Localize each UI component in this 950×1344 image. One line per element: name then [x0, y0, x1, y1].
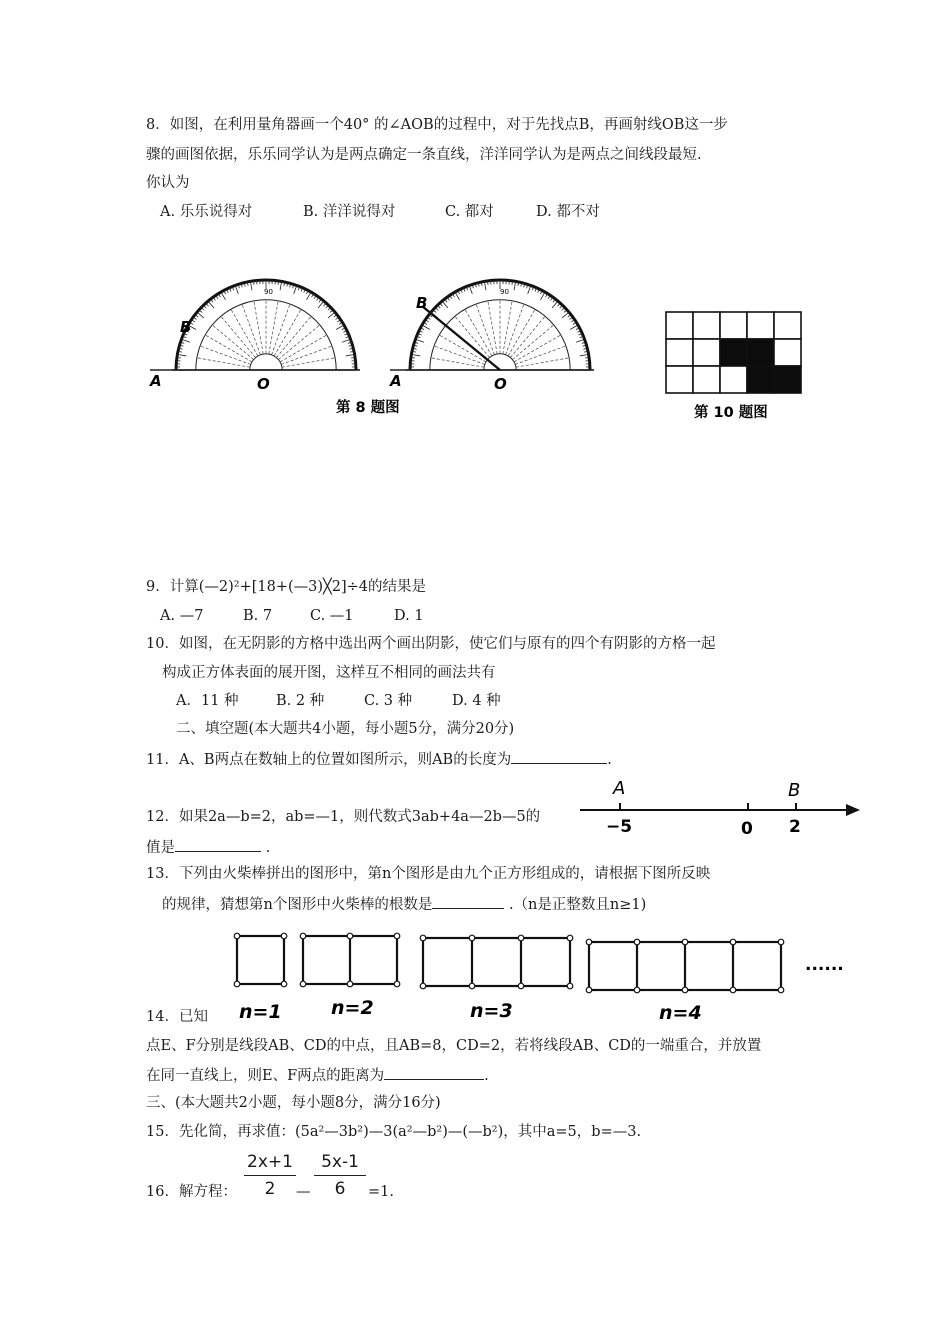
- q12-end: .: [265, 840, 271, 856]
- q9-stem: 9．计算(—2)²+[18+(—3)╳2]÷4的结果是: [146, 579, 427, 595]
- q11-line: [146, 748, 612, 770]
- q8-option-d: D. 都不对: [536, 204, 600, 220]
- protractor-tick: [181, 339, 189, 342]
- q13-line2a: 的规律，猜想第n个图形中火柴棒的根数是: [162, 897, 433, 913]
- q12-line1: 12．如果2a—b=2，ab=—1，则代数式3ab+4a—2b—5的: [146, 809, 541, 825]
- grid-cell: [774, 366, 801, 393]
- q10-line2: 构成正方体表面的展开图，这样互不相同的画法共有: [162, 665, 496, 681]
- q8-option-b: B. 洋洋说得对: [303, 204, 396, 220]
- q16-fraction-1: [244, 1152, 296, 1199]
- q11-answer-blank[interactable]: [511, 748, 607, 764]
- protractor-radial: [200, 346, 251, 364]
- q12-line2-row: [146, 836, 270, 858]
- matchstick-joint: [300, 933, 306, 939]
- protractor-radial: [269, 301, 278, 354]
- protractor-tick: [253, 281, 254, 285]
- matchstick-shapes: [234, 933, 784, 993]
- fig8-label-o-left: O: [257, 375, 270, 393]
- q10-option-b: B. 2 种: [276, 693, 325, 709]
- protractor-tick: [585, 357, 589, 358]
- q9-option-a: A. —7: [160, 608, 204, 624]
- matchstick-joint: [730, 939, 736, 945]
- protractor-inner-arc: [196, 300, 336, 370]
- matchstick-outline: [237, 936, 284, 984]
- grid-cell: [720, 339, 747, 366]
- matchstick-outline: [423, 938, 570, 986]
- matchstick-joint: [778, 939, 784, 945]
- matchstick-joint: [420, 935, 426, 941]
- figure-8-protractors: [140, 262, 620, 427]
- q11-stem: 11．A、B两点在数轴上的位置如图所示，则AB的长度为: [146, 752, 512, 768]
- match-label-n1: n=1: [239, 1001, 282, 1023]
- q13-answer-blank[interactable]: [432, 893, 504, 909]
- protractor-radial: [506, 304, 524, 355]
- protractor-tick: [411, 357, 415, 358]
- q8-line1: 8．如图，在利用量角器画一个40° 的∠AOB的过程中，对于先找点B，再画射线OB这一步: [146, 117, 728, 133]
- protractor-radial: [515, 346, 566, 364]
- fig8-label-b-right: B: [416, 294, 428, 312]
- grid-cell: [693, 312, 720, 339]
- q16-fraction-bar-2: [314, 1175, 366, 1176]
- q8-line2: 骤的画图依据，乐乐同学认为是两点确定一条直线，洋洋同学认为是两点之间线段最短.: [146, 147, 702, 163]
- numberline-tick-label-a: −5: [606, 817, 633, 837]
- protractor-radial: [516, 358, 569, 367]
- protractor-radial: [197, 358, 250, 367]
- grid-cell: [720, 312, 747, 339]
- q9-option-d: D. 1: [394, 608, 424, 624]
- protractor-tick: [528, 285, 531, 293]
- grid-cell: [774, 312, 801, 339]
- q14-line3-row: [146, 1064, 489, 1086]
- protractor-tick: [469, 285, 472, 293]
- protractor-radial: [282, 358, 335, 367]
- grid-cell: [666, 366, 693, 393]
- protractor-tick: [576, 339, 584, 342]
- match-label-n2: n=2: [331, 997, 374, 1019]
- protractor-tick: [294, 285, 297, 293]
- grid-cell: [693, 366, 720, 393]
- matchstick-joint: [567, 983, 573, 989]
- section-2-heading: 二、填空题(本大题共4小题，每小题5分，满分20分): [176, 721, 515, 737]
- grid-cell: [747, 312, 774, 339]
- q14-end: .: [484, 1068, 489, 1084]
- matchstick-figures: [225, 926, 855, 1026]
- q16-prefix: 16．解方程：: [146, 1184, 237, 1200]
- grid-cell: [747, 339, 774, 366]
- protractor-radial: [476, 304, 494, 355]
- q10-option-a: A．11 种: [176, 693, 239, 709]
- protractor-radial: [503, 301, 512, 354]
- protractor-radial: [488, 301, 497, 354]
- matchstick-joint: [300, 981, 306, 987]
- protractor-radial: [431, 358, 484, 367]
- q16-fraction-2: [314, 1152, 366, 1199]
- grid-cell: [666, 339, 693, 366]
- numberline-tick-label-b: 2: [789, 817, 801, 837]
- fig8-label-o-right: O: [494, 375, 507, 393]
- matchstick-joint: [347, 933, 353, 939]
- matchstick-joint: [586, 987, 592, 993]
- fig8-caption: 第 8 题图: [336, 400, 400, 416]
- protractor-tick: [351, 357, 355, 358]
- q13-line2-row: [162, 893, 646, 915]
- q9-option-c: C. —1: [310, 608, 354, 624]
- protractor-tick: [342, 339, 350, 342]
- matchstick-joint: [234, 981, 240, 987]
- q14-line3: 在同一直线上，则E、F两点的距离为: [146, 1068, 385, 1084]
- q15: 15．先化简，再求值：(5a²—3b²)—3(a²—b²)—(—b²)，其中a=5，b=—3.: [146, 1124, 642, 1140]
- protractor-tick: [415, 339, 423, 342]
- matchstick-joint: [234, 933, 240, 939]
- q16-fraction-bar-1: [244, 1175, 296, 1176]
- number-line: [576, 776, 866, 838]
- section-3-heading: 三、(本大题共2小题，每小题8分，满分16分): [146, 1095, 441, 1111]
- q14-line1: 14．已知: [146, 1009, 208, 1025]
- matchstick-joint: [469, 983, 475, 989]
- q9-option-b: B. 7: [243, 608, 273, 624]
- fig8-label-a-right: A: [390, 372, 402, 390]
- grid-cell: [666, 312, 693, 339]
- fig10-caption: 第 10 题图: [694, 405, 768, 421]
- matchstick-joint: [518, 983, 524, 989]
- q14-answer-blank[interactable]: [384, 1064, 484, 1080]
- q16-suffix: =1.: [368, 1184, 394, 1200]
- protractor-tick: [278, 281, 279, 285]
- matchstick-joint: [518, 935, 524, 941]
- q13-line2b: .（n是正整数且n≥1): [508, 897, 647, 913]
- grid-cell: [747, 366, 774, 393]
- protractor-tick: [177, 357, 181, 358]
- protractor-inner-arc: [430, 300, 570, 370]
- match-ellipsis: ......: [805, 955, 844, 975]
- q16-numerator-1: 2x+1: [247, 1152, 293, 1172]
- figure-10-grid: [664, 310, 814, 425]
- matchstick-joint: [634, 939, 640, 945]
- matchstick-joint: [778, 987, 784, 993]
- q16-denominator-1: 2: [264, 1179, 276, 1199]
- grid-cell: [774, 339, 801, 366]
- q11-end: .: [607, 752, 612, 768]
- match-label-n3: n=3: [470, 1000, 513, 1022]
- q10-line1: 10．如图，在无阴影的方格中选出两个画出阴影，使它们与原有的四个有阴影的方格一起: [146, 636, 716, 652]
- matchstick-joint: [682, 987, 688, 993]
- q16-numerator-2: 5x-1: [321, 1152, 359, 1172]
- grid-cell: [693, 339, 720, 366]
- matchstick-joint: [394, 981, 400, 987]
- matchstick-joint: [634, 987, 640, 993]
- numberline-label-b: B: [788, 780, 801, 801]
- q8-option-a: A. 乐乐说得对: [160, 204, 253, 220]
- matchstick-joint: [730, 987, 736, 993]
- grid-cell: [720, 366, 747, 393]
- matchstick-joint: [420, 983, 426, 989]
- q10-option-d: D. 4 种: [452, 693, 501, 709]
- matchstick-joint: [394, 933, 400, 939]
- net-grid: [666, 312, 801, 393]
- protractor-radial: [242, 304, 260, 355]
- matchstick-joint: [281, 933, 287, 939]
- fig8-label-a-left: A: [150, 372, 162, 390]
- match-label-n4: n=4: [659, 1002, 702, 1024]
- numberline-tick-label-0: 0: [741, 819, 753, 838]
- matchstick-joint: [469, 935, 475, 941]
- protractor-radial: [434, 346, 485, 364]
- protractor-right-top-label: 90: [500, 288, 509, 296]
- q12-answer-blank[interactable]: [175, 836, 261, 852]
- q13-line1: 13．下列由火柴棒拼出的图形中，第n个图形是由九个正方形组成的，请根据下图所反映: [146, 866, 711, 882]
- q8-option-c: C. 都对: [445, 204, 494, 220]
- q8-line3: 你认为: [146, 175, 190, 191]
- matchstick-joint: [682, 939, 688, 945]
- protractor-tick: [235, 285, 238, 293]
- q16-denominator-2: 6: [334, 1179, 346, 1199]
- q16-minus: —: [296, 1184, 311, 1200]
- matchstick-joint: [281, 981, 287, 987]
- matchstick-joint: [586, 939, 592, 945]
- q14-line2: 点E、F分别是线段AB、CD的中点，且AB=8，CD=2，若将线段AB、CD的一端重合，并放置: [146, 1038, 762, 1054]
- protractor-tick: [512, 281, 513, 285]
- q12-line2: 值是: [146, 840, 175, 856]
- fig8-label-b-left: B: [180, 318, 192, 336]
- protractor-left-top-label: 90: [264, 288, 273, 296]
- matchstick-joint: [567, 935, 573, 941]
- protractor-radial: [272, 304, 290, 355]
- protractor-tick: [487, 281, 488, 285]
- protractor-radial: [254, 301, 263, 354]
- matchstick-joint: [347, 981, 353, 987]
- numberline-label-a: A: [613, 778, 626, 799]
- q10-option-c: C. 3 种: [364, 693, 413, 709]
- number-line-arrow: [846, 804, 860, 816]
- protractor-radial: [281, 346, 332, 364]
